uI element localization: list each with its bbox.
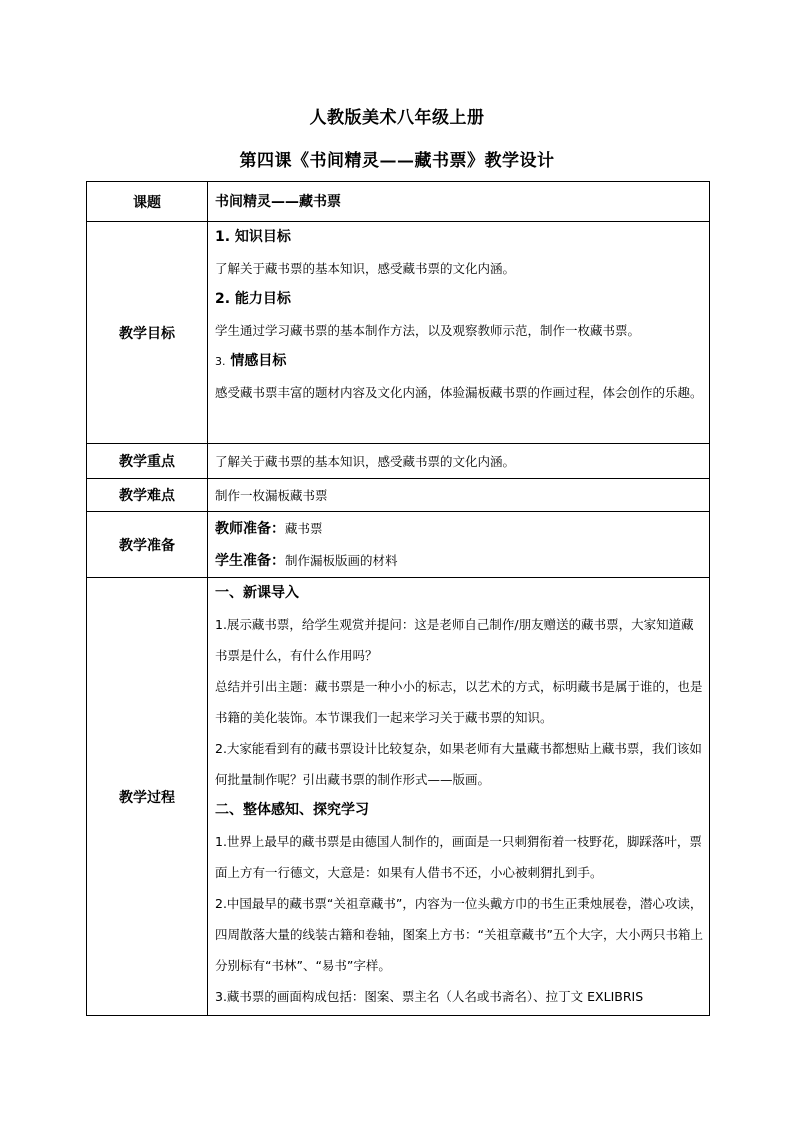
objective-heading-emotion [215,346,703,377]
row-difficulty [87,479,710,512]
objectives-label: 教学目标 [87,222,208,444]
document-title: 人教版美术八年级上册 [309,108,485,128]
teacher-preparation-label: 教师准备： [215,520,285,537]
difficulty-label: 教学难点 [87,479,208,512]
topic-value [208,182,710,222]
document-subtitle: 第四课《书间精灵——藏书票》教学设计 [239,151,555,171]
key-point-label: 教学重点 [87,444,208,479]
process-label: 教学过程 [87,578,208,1016]
preparation-label: 教学准备 [87,512,208,578]
row-topic [87,182,710,222]
process-section-2-paragraph-3: 3.藏书票的画面构成包括：图案、票主名（人名或书斋名）、拉丁文 EXLIBRIS [215,989,644,1004]
objective-heading-emotion-text: 情感目标 [230,353,287,369]
objective-heading-ability: 2. 能力目标 [215,291,291,307]
teacher-preparation-value: 藏书票 [285,520,323,536]
process-content [208,578,710,1016]
objective-heading-emotion-num: 3. [215,355,226,368]
process-section-2-paragraph-2: 2.中国最早的藏书票“关祖章藏书”，内容为一位头戴方巾的书生正秉烛展卷，潜心攻读，四周散落大量的线装古籍和卷轴，图案上方书：“关祖章藏书”五个大字，大小两只书箱上分别标有“书林”、“易书”字样。 [215,896,703,973]
lesson-plan-table [86,181,710,1016]
row-preparation [87,512,710,578]
student-preparation [215,545,703,577]
student-preparation-label: 学生准备： [215,552,285,569]
topic-value-text: 书间精灵——藏书票 [215,193,341,210]
objectives-content [208,222,710,444]
topic-label: 课题 [87,182,208,222]
objective-text-ability: 学生通过学习藏书票的基本制作方法，以及观察教师示范，制作一枚藏书票。 [215,323,641,338]
objective-text-knowledge: 了解关于藏书票的基本知识，感受藏书票的文化内涵。 [215,261,516,276]
objective-heading-knowledge: 1. 知识目标 [215,229,291,245]
row-process [87,578,710,1016]
preparation-content [208,512,710,578]
process-section-1-paragraph-3: 2.大家能看到有的藏书票设计比较复杂，如果老师有大量藏书都想贴上藏书票，我们该如何批量制作呢？引出藏书票的制作形式——版画。 [215,741,702,787]
row-objectives [87,222,710,444]
process-section-2-paragraph-1: 1.世界上最早的藏书票是由德国人制作的，画面是一只刺猬衔着一枝野花，脚踩落叶，票面上方有一行德文，大意是：如果有人借书不还，小心被刺猬扎到手。 [215,834,702,880]
process-section-1-paragraph-2: 总结并引出主题：藏书票是一种小小的标志，以艺术的方式，标明藏书是属于谁的，也是书籍的美化装饰。本节课我们一起来学习关于藏书票的知识。 [215,679,703,725]
objective-text-emotion: 感受藏书票丰富的题材内容及文化内涵，体验漏板藏书票的作画过程，体会创作的乐趣。 [215,385,703,400]
difficulty-value: 制作一枚漏板藏书票 [208,479,710,512]
process-section-1-paragraph-1: 1.展示藏书票，给学生观赏并提问：这是老师自己制作/朋友赠送的藏书票，大家知道藏书票是什么，有什么作用吗？ [215,617,694,663]
student-preparation-value: 制作漏板版画的材料 [285,552,398,568]
teacher-preparation [215,513,703,545]
row-key-point [87,444,710,479]
key-point-value: 了解关于藏书票的基本知识，感受藏书票的文化内涵。 [208,444,710,479]
process-section-1-heading: 一、新课导入 [215,585,299,601]
process-section-2-heading: 二、整体感知、探究学习 [215,802,369,818]
